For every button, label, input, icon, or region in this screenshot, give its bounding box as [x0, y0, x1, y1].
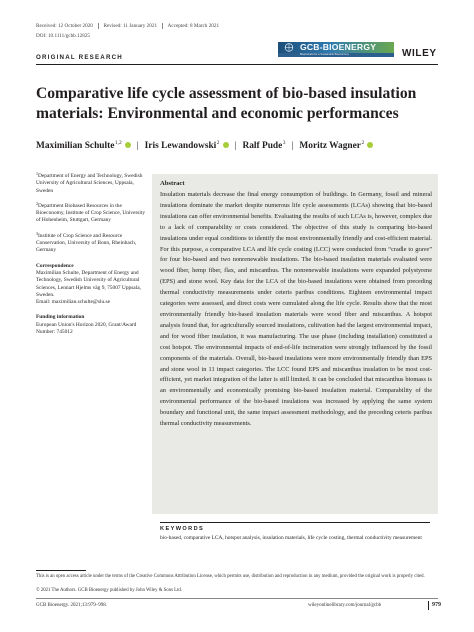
footer-rule — [36, 598, 438, 599]
affiliation-ref: 1,2 — [114, 140, 122, 146]
affiliation-number: 2 — [36, 200, 38, 206]
journal-logo[interactable] — [278, 42, 394, 59]
affiliation — [36, 200, 150, 225]
keywords-heading: KEYWORDS — [160, 526, 205, 532]
publisher-logo[interactable]: WILEY — [402, 48, 437, 59]
section-label: ORIGINAL RESEARCH — [36, 54, 123, 61]
affiliation-ref: 3 — [282, 140, 286, 146]
journal-url[interactable]: wileyonlinelibrary.com/journal/gcbb — [308, 603, 382, 608]
doi[interactable]: DOI: 10.1111/gcbb.12825 — [36, 33, 91, 39]
author[interactable] — [299, 140, 373, 151]
author[interactable] — [36, 140, 131, 151]
affiliation-number: 1 — [36, 171, 38, 176]
article-title: Comparative life cycle assessment of bio-based insulation materials: Environmental and economic performances — [36, 85, 417, 122]
copyright-note: © 2021 The Authors. GCB Bioenergy published by John Wiley & Sons Ltd. — [36, 588, 183, 593]
orcid-icon[interactable] — [223, 142, 229, 148]
author-list — [36, 140, 373, 151]
abstract-panel — [152, 174, 438, 514]
journal-logo-tagline: Bioproducts for a Sustainable Bioeconomy — [300, 53, 349, 56]
author[interactable] — [145, 140, 229, 151]
keywords-rule — [160, 522, 430, 523]
affiliation — [36, 170, 150, 195]
affiliation-text: Department of Energy and Technology, Swedish University of Agricultural Sciences, Uppsala, Sweden — [36, 173, 143, 194]
journal-logo-text: GCB-BIOENERGY — [300, 42, 377, 52]
author-separator: | — [291, 140, 294, 151]
author-separator: | — [136, 140, 139, 151]
author-name: Maximilian Schulte — [36, 141, 115, 151]
author-name: Iris Lewandowski — [144, 141, 217, 151]
header-rule — [36, 64, 438, 65]
divider — [162, 23, 163, 29]
correspondence-heading: Correspondence — [36, 262, 74, 269]
footnote-rule — [36, 570, 86, 571]
abstract-text: Insulation materials decrease the final energy consumption of buildings. In Germany, fossil and mineral insulations dominate the market despite numerous life cycle assessments (LCAs) showing that bio-based insulations can offer environmental benefits. Evaluating the results of such LCAs is, however, complex due to a lack of comparability or costs considered. The objective of this study is comparing bio-based insulations under equal conditions to identify the most environmentally friendly and cost-efficient material. For this purpose, a comparative LCA and life cycle costing (LCC) were conducted from “cradle to grave” for four bio-based and two nonrenewable insulations. The bio-based insulation materials evaluated were wood fiber, hemp fiber, flax, and miscanthus. The nonrenewable insulations were expanded polystyrene (EPS) and stone wool. Key data for the LCA of the bio-based insulations were obtained from preceding thermal conductivity measurements under ceteris paribus conditions. Eighteen environmental impact categories were assessed, and direct costs were cumulated along the life cycle. Results show that the most environmentally friendly bio-based insulation materials were wood fiber and miscanthus. A hotspot analysis found that, for agriculturally sourced insulations, cultivation had the largest environmental impact, and for wood fiber insulation, it was manufacturing. The use phase (including installation) constituted a cost hotspot. The environmental impacts of end-of-life incineration were strongly influenced by the fossil components of the materials. Overall, bio-based insulations were more environmentally friendly than EPS and stone wool in 11 impact categories. The LCC found EPS and miscanthus insulation to be most cost-efficient, yet market integration of the latter is still limited. It can be concluded that miscanthus biomass is an environmentally and economically promising bio-based insulation material. Comparability of the environmental performance of the bio-based insulations was increased by applying the same system boundary and functional unit, the same impact assessment methodology, and the preceding ceteris paribus thermal conductivity measurements. — [160, 191, 432, 428]
correspondence-email[interactable]: Email: maximilian.schulte@slu.se — [36, 299, 110, 306]
revised-date: Revised: 11 January 2021 — [103, 23, 158, 29]
affiliation-number: 3 — [36, 230, 38, 236]
funding-text: European Union's Horizon 2020, Grant/Award Number: 745012 — [36, 321, 137, 336]
author[interactable] — [242, 140, 285, 151]
orcid-icon[interactable] — [367, 142, 373, 148]
divider — [98, 23, 99, 29]
funding-heading: Funding information — [36, 314, 85, 321]
received-date: Received: 12 October 2020 — [36, 23, 93, 29]
affiliation-text: Institute of Crop Science and Resource Conservation, University of Bonn, Rheinbach, Germany — [36, 232, 137, 254]
affiliation — [36, 230, 150, 255]
article-sidebar — [36, 170, 150, 336]
license-note: This is an open access article under the terms of the Creative Commons Attribution License, which permits use, distribution and reproduction in any medium, provided the original work is properly cited. — [36, 574, 425, 579]
abstract-heading: Abstract — [160, 180, 185, 187]
affiliation-ref: 2 — [361, 140, 365, 146]
affiliation-text: Department Biobased Resources in the Bioeconomy, Institute of Crop Science, University of Hohenheim, Stuttgart, Germany — [36, 202, 146, 224]
globe-icon — [282, 43, 296, 52]
journal-reference: GCB Bioenergy. 2021;13:979–998. — [36, 603, 107, 608]
correspondence-text: Maximilian Schulte, Department of Energy and Technology, Swedish University of Agricultural Sciences, Lennart Hjelms väg 9, 75007 Uppsala, Sweden. — [36, 269, 141, 298]
affiliation-ref: 2 — [216, 140, 220, 146]
article-history — [36, 23, 219, 29]
author-name: Moritz Wagner — [299, 141, 361, 151]
page-divider — [428, 601, 429, 610]
keywords-text: bio-based, comparative LCA, hotspot analysis, insulation materials, life cycle costing, thermal conductivity measurement — [160, 535, 422, 541]
author-name: Ralf Pude — [242, 141, 283, 151]
orcid-icon[interactable] — [125, 142, 131, 148]
page-number: 979 — [432, 602, 441, 608]
author-separator: | — [234, 140, 237, 151]
accepted-date: Accepted: 8 March 2021 — [167, 23, 220, 29]
